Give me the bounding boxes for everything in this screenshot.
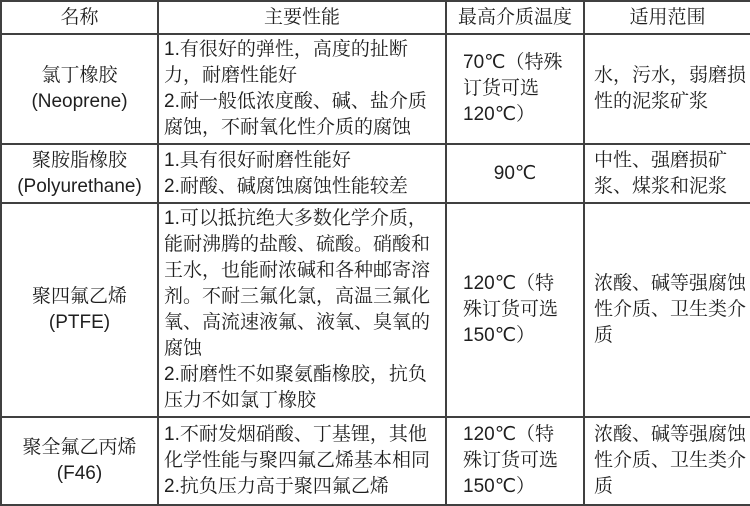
material-name-en: (Polyurethane) <box>17 175 142 197</box>
material-name-en: (PTFE) <box>48 312 111 333</box>
max-temp-cell <box>446 417 584 505</box>
material-name: 聚全氟乙丙烯 <box>22 437 137 458</box>
scope-cell <box>584 417 750 505</box>
performance-item: 1.不耐发烟硝酸、丁基锂，其他化学性能与聚四氟乙烯基本相同 <box>164 424 431 471</box>
header-row <box>1 1 750 34</box>
max-temp-value: 90℃ <box>493 162 537 184</box>
material-name: 聚胺脂橡胶 <box>31 149 127 171</box>
max-temp-value: 70℃（特殊订货可选120℃） <box>463 52 563 125</box>
scope-value: 水，污水，弱磨损性的泥浆矿浆 <box>594 65 747 112</box>
performance-item: 2.耐磨性不如聚氨酯橡胶，抗负压力不如氯丁橡胶 <box>164 364 427 411</box>
max-temp-cell <box>446 144 584 203</box>
table-row-neoprene <box>1 34 750 144</box>
material-name: 氯丁橡胶 <box>41 65 118 86</box>
scope-cell <box>584 144 750 203</box>
col-header-name: 名称 <box>1 1 158 34</box>
performance-item: 1.可以抵抗绝大多数化学介质，能耐沸腾的盐酸、硫酸。硝酸和王水，也能耐浓碱和各种邮寄溶剂。不耐三氟化氯，高温三氟化氧、高流速液氟、液氧、臭氧的腐蚀 <box>164 208 431 359</box>
max-temp-cell <box>446 203 584 417</box>
max-temp-value: 120℃（特殊订货可选150℃） <box>463 424 559 497</box>
performance-cell <box>158 34 446 144</box>
scope-value: 中性、强磨损矿浆、煤浆和泥浆 <box>594 149 728 197</box>
scope-cell <box>584 34 750 144</box>
scope-cell <box>584 203 750 417</box>
material-name-en: (Neoprene) <box>31 91 128 112</box>
col-header-performance: 主要性能 <box>158 1 446 34</box>
performance-cell <box>158 417 446 505</box>
max-temp-value: 120℃（特殊订货可选150℃） <box>463 273 559 346</box>
material-name-cell <box>1 144 158 203</box>
material-name-cell <box>1 417 158 505</box>
material-name: 聚四氟乙烯 <box>31 286 127 307</box>
max-temp-cell <box>446 34 584 144</box>
table-row-ptfe <box>1 203 750 417</box>
material-name-cell <box>1 34 158 144</box>
material-name-cell <box>1 203 158 417</box>
col-header-scope: 适用范围 <box>584 1 750 34</box>
performance-item: 1.具有很好耐磨性能好 <box>164 149 351 171</box>
performance-item: 1.有很好的弹性，高度的扯断力，耐磨性能好 <box>164 39 408 86</box>
scope-value: 浓酸、碱等强腐蚀性介质、卫生类介质 <box>594 273 747 346</box>
performance-cell <box>158 203 446 417</box>
table-row-polyurethane <box>1 144 750 203</box>
performance-cell <box>158 144 446 203</box>
scope-value: 浓酸、碱等强腐蚀性介质、卫生类介质 <box>594 424 747 497</box>
performance-item: 2.耐一般低浓度酸、碱、盐介质腐蚀，不耐氧化性介质的腐蚀 <box>164 91 427 138</box>
col-header-max-temp: 最高介质温度 <box>446 1 584 34</box>
table-row-f46 <box>1 417 750 505</box>
material-name-en: (F46) <box>56 463 103 484</box>
performance-item: 2.耐酸、碱腐蚀腐蚀性能较差 <box>164 175 408 197</box>
performance-item: 2.抗负压力高于聚四氟乙烯 <box>164 476 389 497</box>
